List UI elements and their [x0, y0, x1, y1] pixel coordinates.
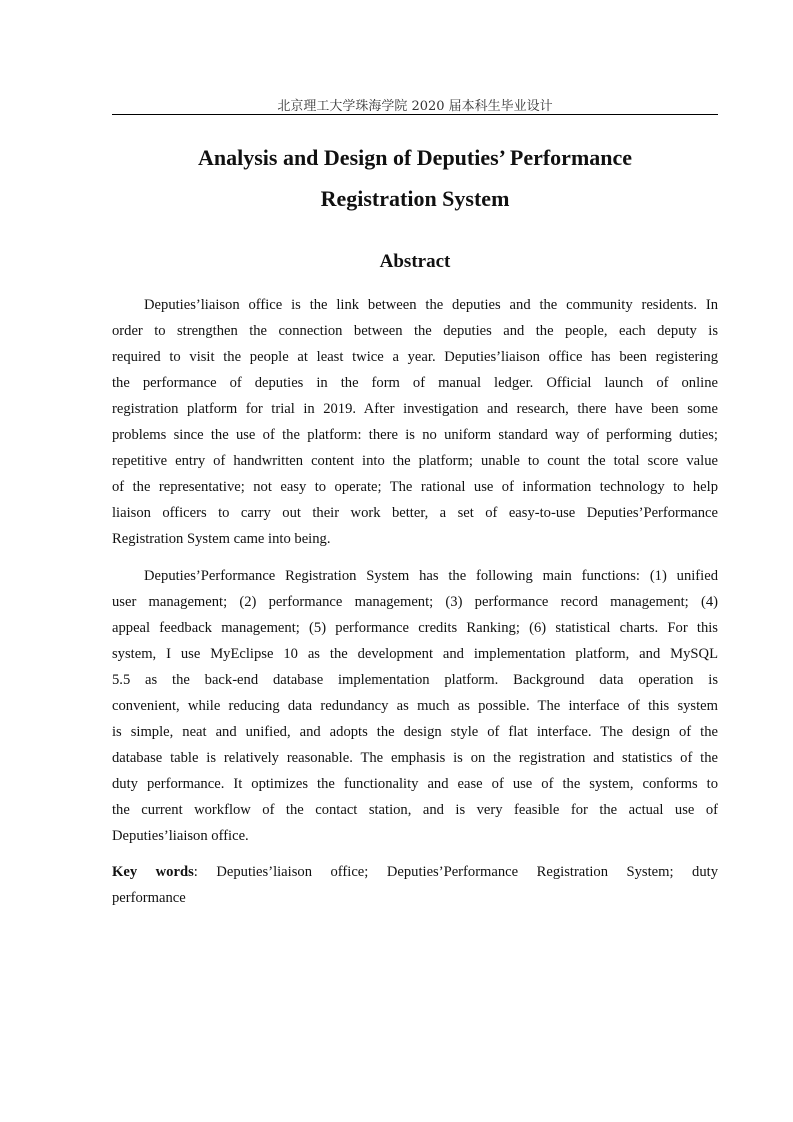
keywords-line: [112, 859, 718, 885]
text-line: registration platform for trial in 2019. After investigation and research, there have been some: [112, 401, 718, 417]
text-line: 5.5 as the back-end database implementation platform. Background data operation is: [112, 672, 718, 688]
abstract-paragraph-2: [112, 563, 718, 849]
text-line: the current workflow of the contact station, and is very feasible for the actual use of: [112, 802, 718, 818]
text-line: appeal feedback management; (5) performance credits Ranking; (6) statistical charts. For this: [112, 620, 718, 636]
text-line: repetitive entry of handwritten content into the platform; unable to count the total score value: [112, 453, 718, 469]
paper-title-line-1: Analysis and Design of Deputies’ Performance: [197, 145, 633, 170]
text-line: Deputies’Performance Registration System has the following main functions: (1) unified: [144, 568, 718, 584]
text-line: of the representative; not easy to operate; The rational use of information technology to help: [112, 479, 718, 495]
text-line: problems since the use of the platform: there is no uniform standard way of performing duties;: [112, 427, 718, 443]
text-line: database table is relatively reasonable. The emphasis is on the registration and statistics of the: [112, 750, 718, 766]
abstract-paragraph-1: [112, 292, 718, 552]
text-line: Deputies’liaison office is the link between the deputies and the community residents. In: [144, 297, 718, 313]
keywords-list: : Deputies’liaison office; Deputies’Performance Registration System; duty: [193, 864, 719, 880]
text-line: required to visit the people at least twice a year. Deputies’liaison office has been registering: [112, 349, 718, 365]
text-line: duty performance. It optimizes the functionality and ease of use of the system, conforms to: [112, 776, 718, 792]
text-line: Deputies’liaison office.: [112, 828, 249, 844]
text-line: user management; (2) performance management; (3) performance record management; (4): [112, 594, 718, 610]
text-line: the performance of deputies in the form of manual ledger. Official launch of online: [112, 375, 718, 391]
header-rule: [112, 114, 718, 115]
text-line: convenient, while reducing data redundancy as much as possible. The interface of this system: [112, 698, 718, 714]
abstract-heading: Abstract: [379, 251, 451, 272]
text-line: system, I use MyEclipse 10 as the development and implementation platform, and MySQL: [112, 646, 718, 662]
paper-title-line-2: Registration System: [320, 186, 510, 211]
running-header: 北京理工大学珠海学院 2020 届本科生毕业设计: [277, 99, 553, 114]
text-line: is simple, neat and unified, and adopts the design style of flat interface. The design of the: [112, 724, 718, 740]
keywords-line: performance: [112, 890, 186, 906]
keywords-block: [112, 859, 718, 911]
text-line: liaison officers to carry out their work better, a set of easy-to-use Deputies’Performance: [112, 505, 718, 521]
keywords-label: Key words: [112, 864, 194, 880]
text-line: Registration System came into being.: [112, 531, 331, 547]
text-line: order to strengthen the connection between the deputies and the people, each deputy is: [112, 323, 718, 339]
